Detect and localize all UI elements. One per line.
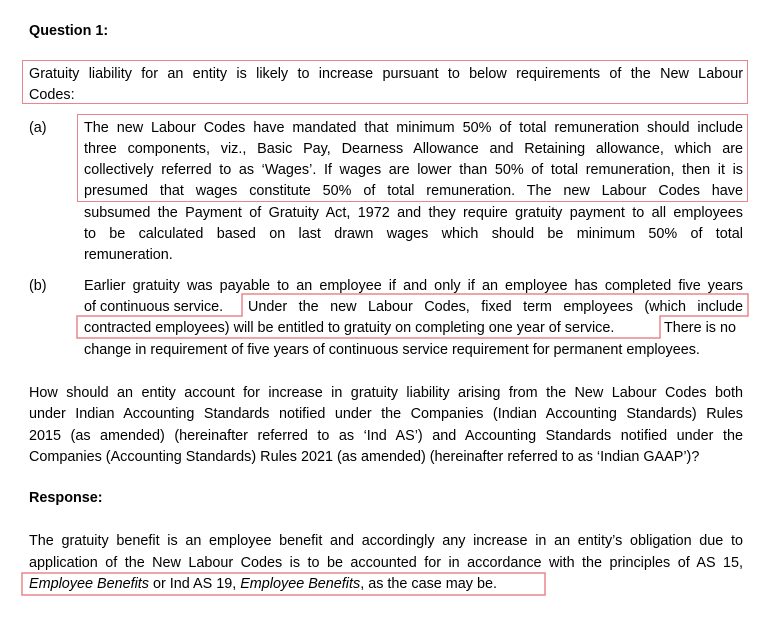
item-b-line-3-highlighted: contracted employees) will be entitled to gratuity on completing one year of service.	[84, 320, 615, 336]
query-line-2: under Indian Accounting Standards notified under the Companies (Indian Accounting Standards) Rules	[29, 406, 743, 422]
item-a-line-5: subsumed the Payment of Gratuity Act, 1972 and they require gratuity payment to all employees	[84, 205, 743, 221]
ref-as15-title: Employee Benefits	[29, 576, 149, 592]
intro-line-1: Gratuity liability for an entity is likely to increase pursuant to below requirements of the New Labour	[29, 66, 743, 82]
item-b-line-4: change in requirement of five years of continuous service requirement for permanent employees.	[84, 342, 700, 358]
ref-connector: or Ind AS 19,	[149, 576, 241, 592]
item-b-line-2-highlighted: Under the new Labour Codes, fixed term employees (which include	[248, 299, 743, 315]
item-a-line-1: The new Labour Codes have mandated that minimum 50% of total remuneration should include	[84, 120, 743, 136]
item-a-marker: (a)	[29, 120, 47, 136]
item-a-line-4: presumed that wages constitute 50% of total remuneration. The new Labour Codes have	[84, 183, 743, 199]
response-line-2: application of the New Labour Codes is to be accounted for in accordance with the principles of AS 15,	[29, 555, 743, 571]
query-line-3: 2015 (as amended) (hereinafter referred to as ‘Ind AS’) and Accounting Standards notified under the	[29, 428, 743, 444]
item-a-line-7: remuneration.	[84, 247, 173, 263]
item-a-line-3: collectively referred to as ‘Wages’. If wages are lower than 50% of total remuneration, then it is	[84, 162, 743, 178]
response-line-1: The gratuity benefit is an employee benefit and accordingly any increase in an entity’s obligation due to	[29, 533, 743, 549]
item-a-line-6: to be calculated based on last drawn wages which should be minimum 50% of total	[84, 226, 743, 242]
query-line-4: Companies (Accounting Standards) Rules 2021 (as amended) (hereinafter referred to as ‘Indian GAAP’)?	[29, 449, 700, 465]
item-b-line-3-post: There is no	[664, 320, 736, 336]
query-line-1: How should an entity account for increase in gratuity liability arising from the New Labour Codes both	[29, 385, 743, 401]
item-b-marker: (b)	[29, 278, 47, 294]
ref-tail: , as the case may be.	[360, 576, 497, 592]
response-heading: Response:	[29, 490, 103, 506]
question-heading: Question 1:	[29, 23, 109, 39]
item-b-line-2-pre: of continuous service.	[84, 299, 224, 315]
item-b-line-1: Earlier gratuity was payable to an employee if and only if an employee has completed five years	[84, 278, 743, 294]
intro-line-2: Codes:	[29, 87, 75, 103]
item-a-line-2: three components, viz., Basic Pay, Dearness Allowance and Retaining allowance, which are	[84, 141, 743, 157]
ref-indas19-title: Employee Benefits	[240, 576, 361, 592]
